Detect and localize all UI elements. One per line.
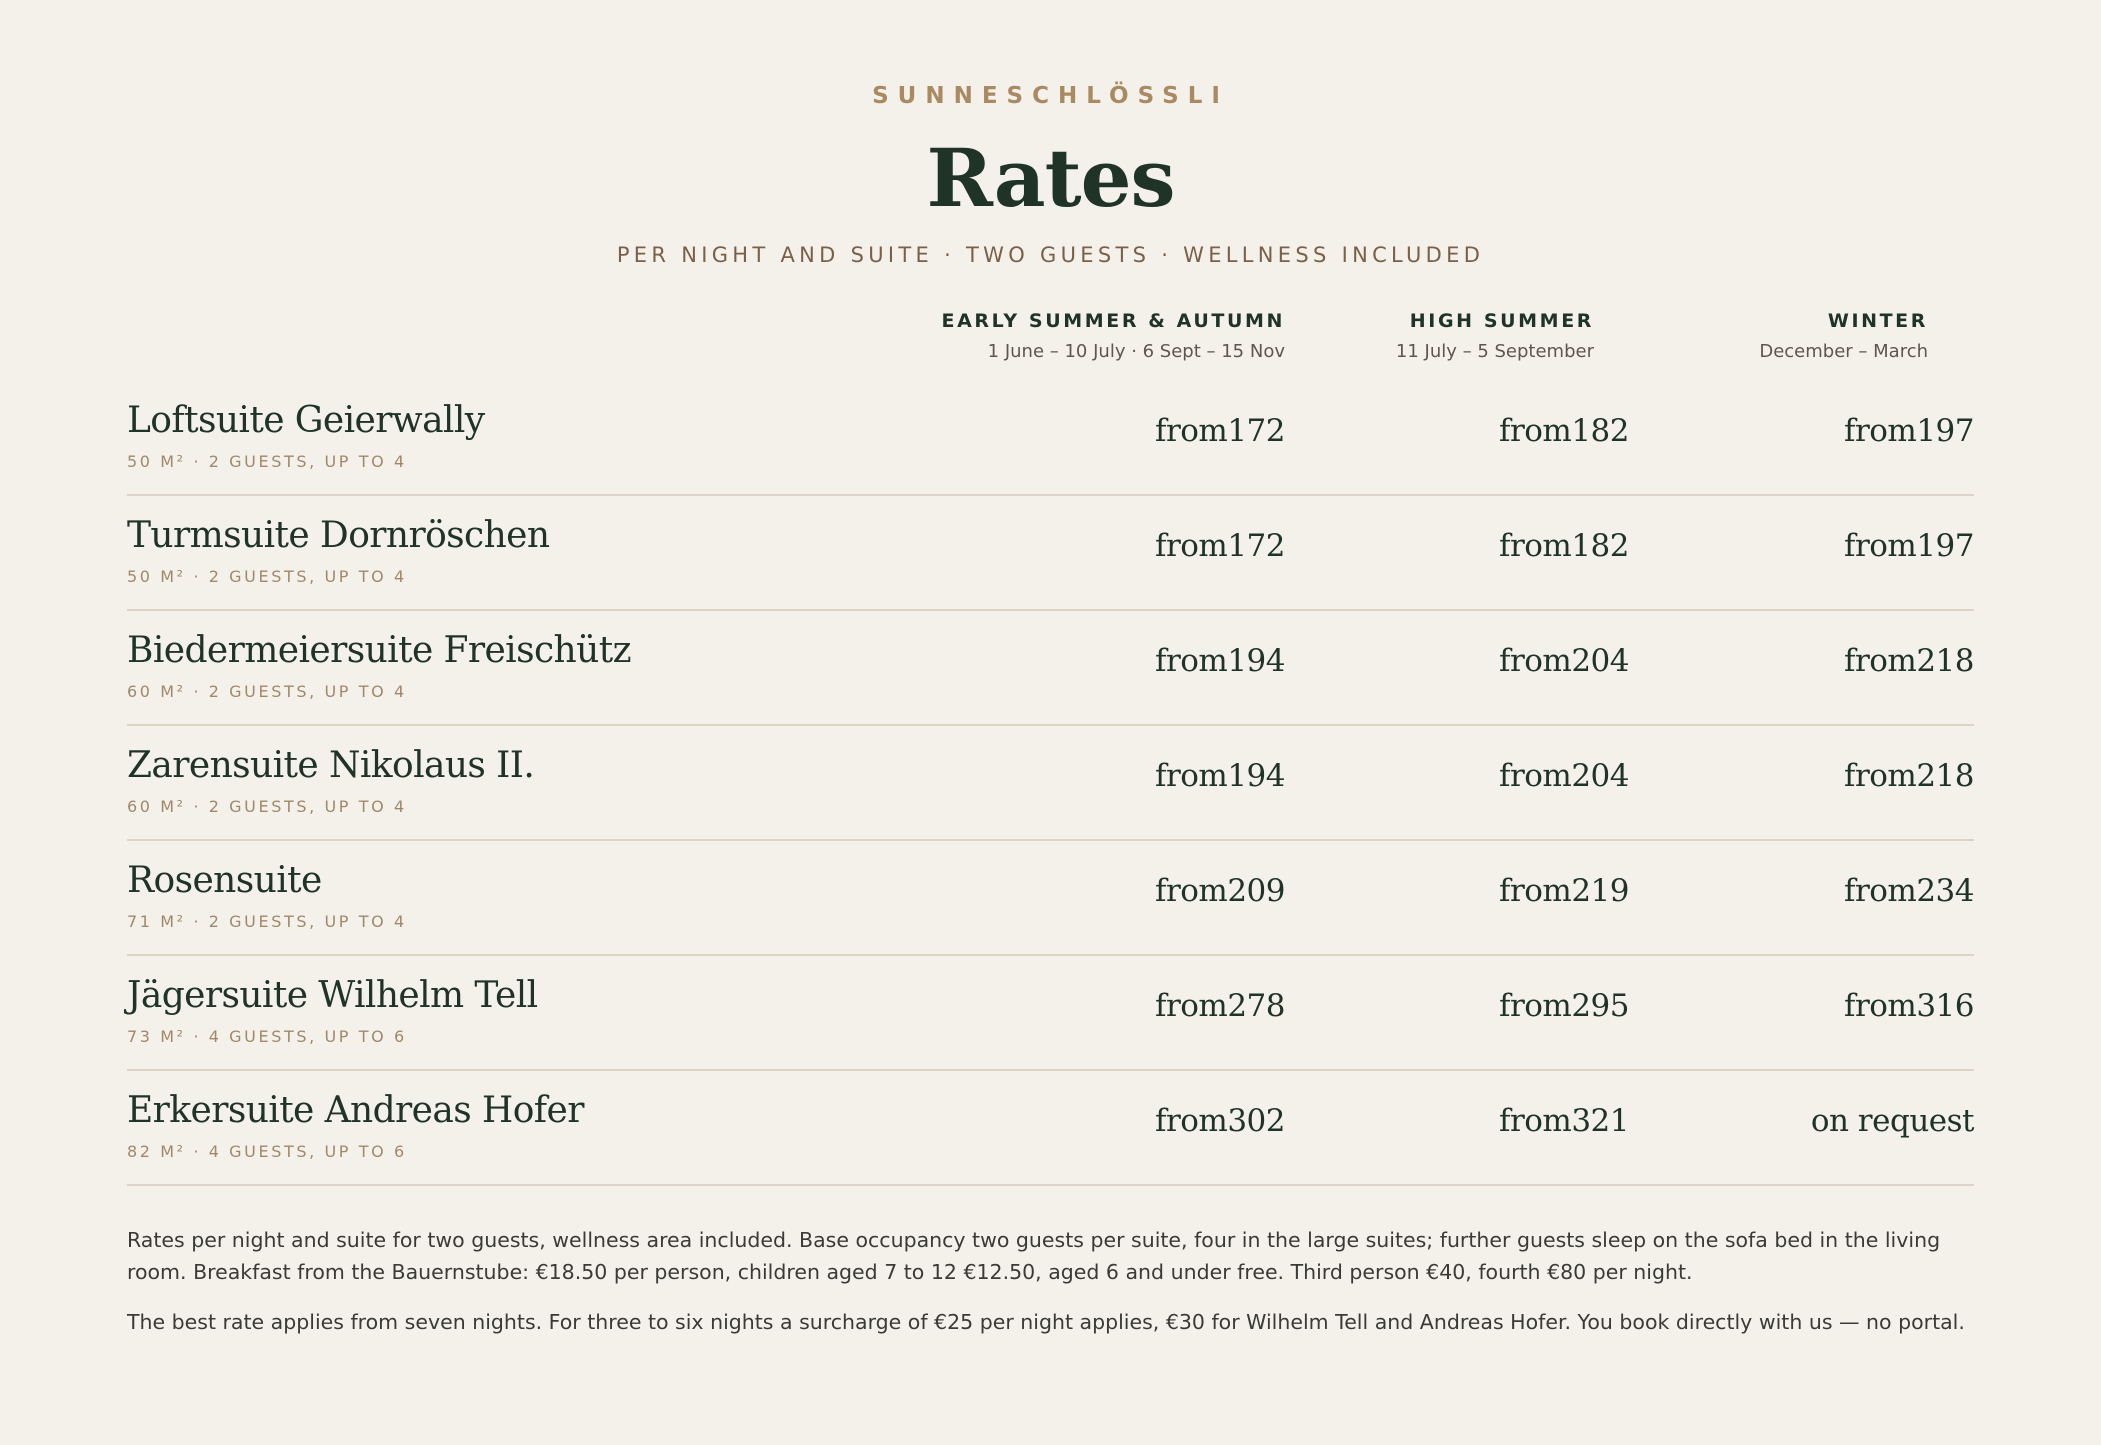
season-header-high-summer <box>1396 308 1594 364</box>
suite-name: Erkersuite Andreas Hofer <box>127 1090 584 1131</box>
season-header-early-summer-autumn <box>941 308 1285 364</box>
season-dates: December – March <box>1759 341 1928 362</box>
price-early-summer-autumn: from194 <box>1154 758 1285 794</box>
notes-paragraph-occupancy: Rates per night and suite for two guests, wellness area included. Base occupancy two guests per suite, four in the large suites; further guests sleep on the sofa bed in the living room. Breakfast from the Bauernstube: €18.50 per person, children aged 7 to 12 €12.50, aged 6 and under free. Third person €40, fourth €80 per night. <box>127 1228 1941 1284</box>
suite-name: Turmsuite Dornröschen <box>127 515 550 556</box>
suite-name: Loftsuite Geierwally <box>127 400 485 441</box>
table-row <box>127 726 1974 841</box>
page-subtitle: PER NIGHT AND SUITE · TWO GUESTS · WELLNESS INCLUDED <box>616 243 1485 267</box>
suite-meta: 82 M² · 4 GUESTS, UP TO 6 <box>127 1142 407 1161</box>
suite-meta: 60 M² · 2 GUESTS, UP TO 4 <box>127 682 407 701</box>
price-early-summer-autumn: from194 <box>1154 643 1285 679</box>
price-high-summer: from182 <box>1498 413 1629 449</box>
table-row <box>127 841 1974 956</box>
notes-paragraph-booking: The best rate applies from seven nights. For three to six nights a surcharge of €25 per night applies, €30 for Wilhelm Tell and Andreas Hofer. You book directly with us — no portal. <box>127 1310 1965 1334</box>
price-early-summer-autumn: from172 <box>1154 413 1285 449</box>
table-row <box>127 496 1974 611</box>
suite-meta: 50 M² · 2 GUESTS, UP TO 4 <box>127 567 407 586</box>
season-name: EARLY SUMMER & AUTUMN <box>941 310 1285 332</box>
price-winter: from316 <box>1843 988 1974 1024</box>
price-early-summer-autumn: from302 <box>1154 1103 1285 1139</box>
price-early-summer-autumn: from209 <box>1154 873 1285 909</box>
price-high-summer: from295 <box>1498 988 1629 1024</box>
rates-table <box>127 381 1974 1186</box>
price-winter: from218 <box>1843 758 1974 794</box>
suite-name: Zarensuite Nikolaus II. <box>127 745 535 786</box>
table-row <box>127 1071 1974 1186</box>
price-winter: from197 <box>1843 528 1974 564</box>
table-row <box>127 611 1974 726</box>
suite-meta: 73 M² · 4 GUESTS, UP TO 6 <box>127 1027 407 1046</box>
price-early-summer-autumn: from278 <box>1154 988 1285 1024</box>
price-high-summer: from321 <box>1498 1103 1629 1139</box>
price-winter: on request <box>1810 1103 1974 1139</box>
season-name: HIGH SUMMER <box>1409 310 1594 332</box>
table-row <box>127 956 1974 1071</box>
price-winter: from234 <box>1843 873 1974 909</box>
price-high-summer: from204 <box>1498 643 1629 679</box>
suite-name: Jägersuite Wilhelm Tell <box>127 975 538 1016</box>
page-title: Rates <box>926 131 1175 225</box>
suite-meta: 71 M² · 2 GUESTS, UP TO 4 <box>127 912 407 931</box>
price-high-summer: from219 <box>1498 873 1629 909</box>
price-winter: from218 <box>1843 643 1974 679</box>
suite-meta: 60 M² · 2 GUESTS, UP TO 4 <box>127 797 407 816</box>
season-name: WINTER <box>1827 310 1928 332</box>
season-dates: 11 July – 5 September <box>1395 341 1594 362</box>
price-high-summer: from182 <box>1498 528 1629 564</box>
price-early-summer-autumn: from172 <box>1154 528 1285 564</box>
table-row <box>127 381 1974 496</box>
suite-name: Biedermeiersuite Freischütz <box>127 630 631 671</box>
price-high-summer: from204 <box>1498 758 1629 794</box>
price-winter: from197 <box>1843 413 1974 449</box>
brand-name: SUNNESCHLÖSSLI <box>872 83 1229 109</box>
season-dates: 1 June – 10 July · 6 Sept – 15 Nov <box>987 341 1285 362</box>
suite-name: Rosensuite <box>127 860 322 901</box>
season-header-winter <box>1759 308 1928 364</box>
suite-meta: 50 M² · 2 GUESTS, UP TO 4 <box>127 452 407 471</box>
rates-notes <box>127 1224 1974 1356</box>
